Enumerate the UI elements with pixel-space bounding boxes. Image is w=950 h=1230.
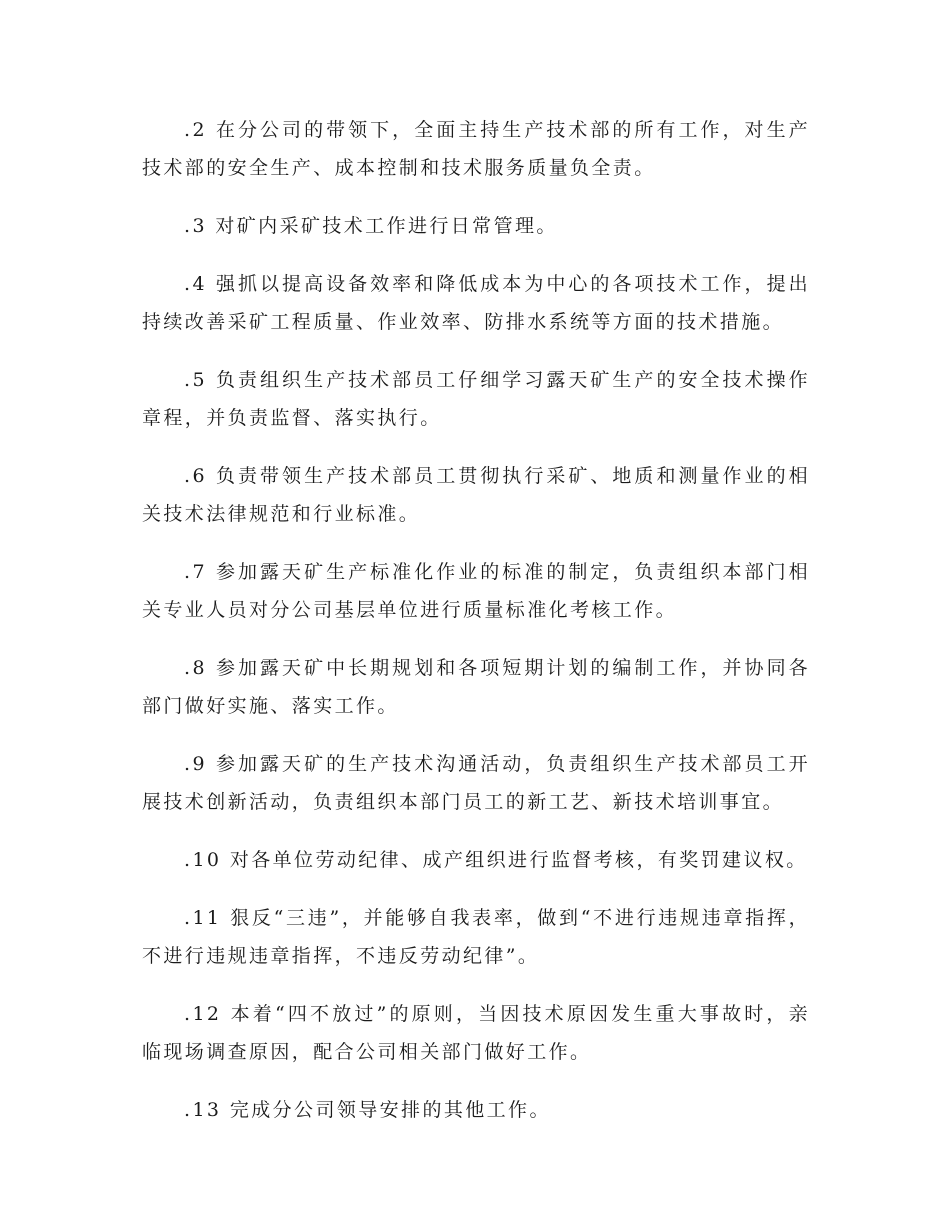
duty-item-6: .6 负责带领生产技术部员工贯彻执行采矿、地质和测量作业的相关技术法律规范和行业标准。 xyxy=(142,465,810,525)
duty-item-4: .4 强抓以提高设备效率和降低成本为中心的各项技术工作，提出持续改善采矿工程质量、作业效率、防排水系统等方面的技术措施。 xyxy=(142,273,810,333)
duty-item-3: .3 对矿内采矿技术工作进行日常管理。 xyxy=(184,215,558,237)
duty-item-7: .7 参加露天矿生产标准化作业的标准的制定，负责组织本部门相关专业人员对分公司基层单位进行质量标准化考核工作。 xyxy=(142,561,810,621)
duty-item-5: .5 负责组织生产技术部员工仔细学习露天矿生产的安全技术操作章程，并负责监督、落实执行。 xyxy=(142,369,810,429)
duty-item-11: .11 狠反“三违”，并能够自我表率，做到“不进行违规违章指挥，不进行违规违章指挥，不违反劳动纪律”。 xyxy=(142,907,810,967)
duty-item-9: .9 参加露天矿的生产技术沟通活动，负责组织生产技术部员工开展技术创新活动，负责组织本部门员工的新工艺、新技术培训事宜。 xyxy=(142,753,810,813)
duty-item-12: .12 本着“四不放过”的原则，当因技术原因发生重大事故时，亲临现场调查原因，配合公司相关部门做好工作。 xyxy=(142,1003,810,1063)
duty-item-13: .13 完成分公司领导安排的其他工作。 xyxy=(184,1099,551,1121)
duty-item-2: .2 在分公司的带领下，全面主持生产技术部的所有工作，对生产技术部的安全生产、成本控制和技术服务质量负全责。 xyxy=(142,119,810,179)
duty-item-8: .8 参加露天矿中长期规划和各项短期计划的编制工作，并协同各部门做好实施、落实工作。 xyxy=(142,657,810,717)
duty-item-10: .10 对各单位劳动纪律、成产组织进行监督考核，有奖罚建议权。 xyxy=(184,849,808,871)
document-body xyxy=(142,111,810,1149)
